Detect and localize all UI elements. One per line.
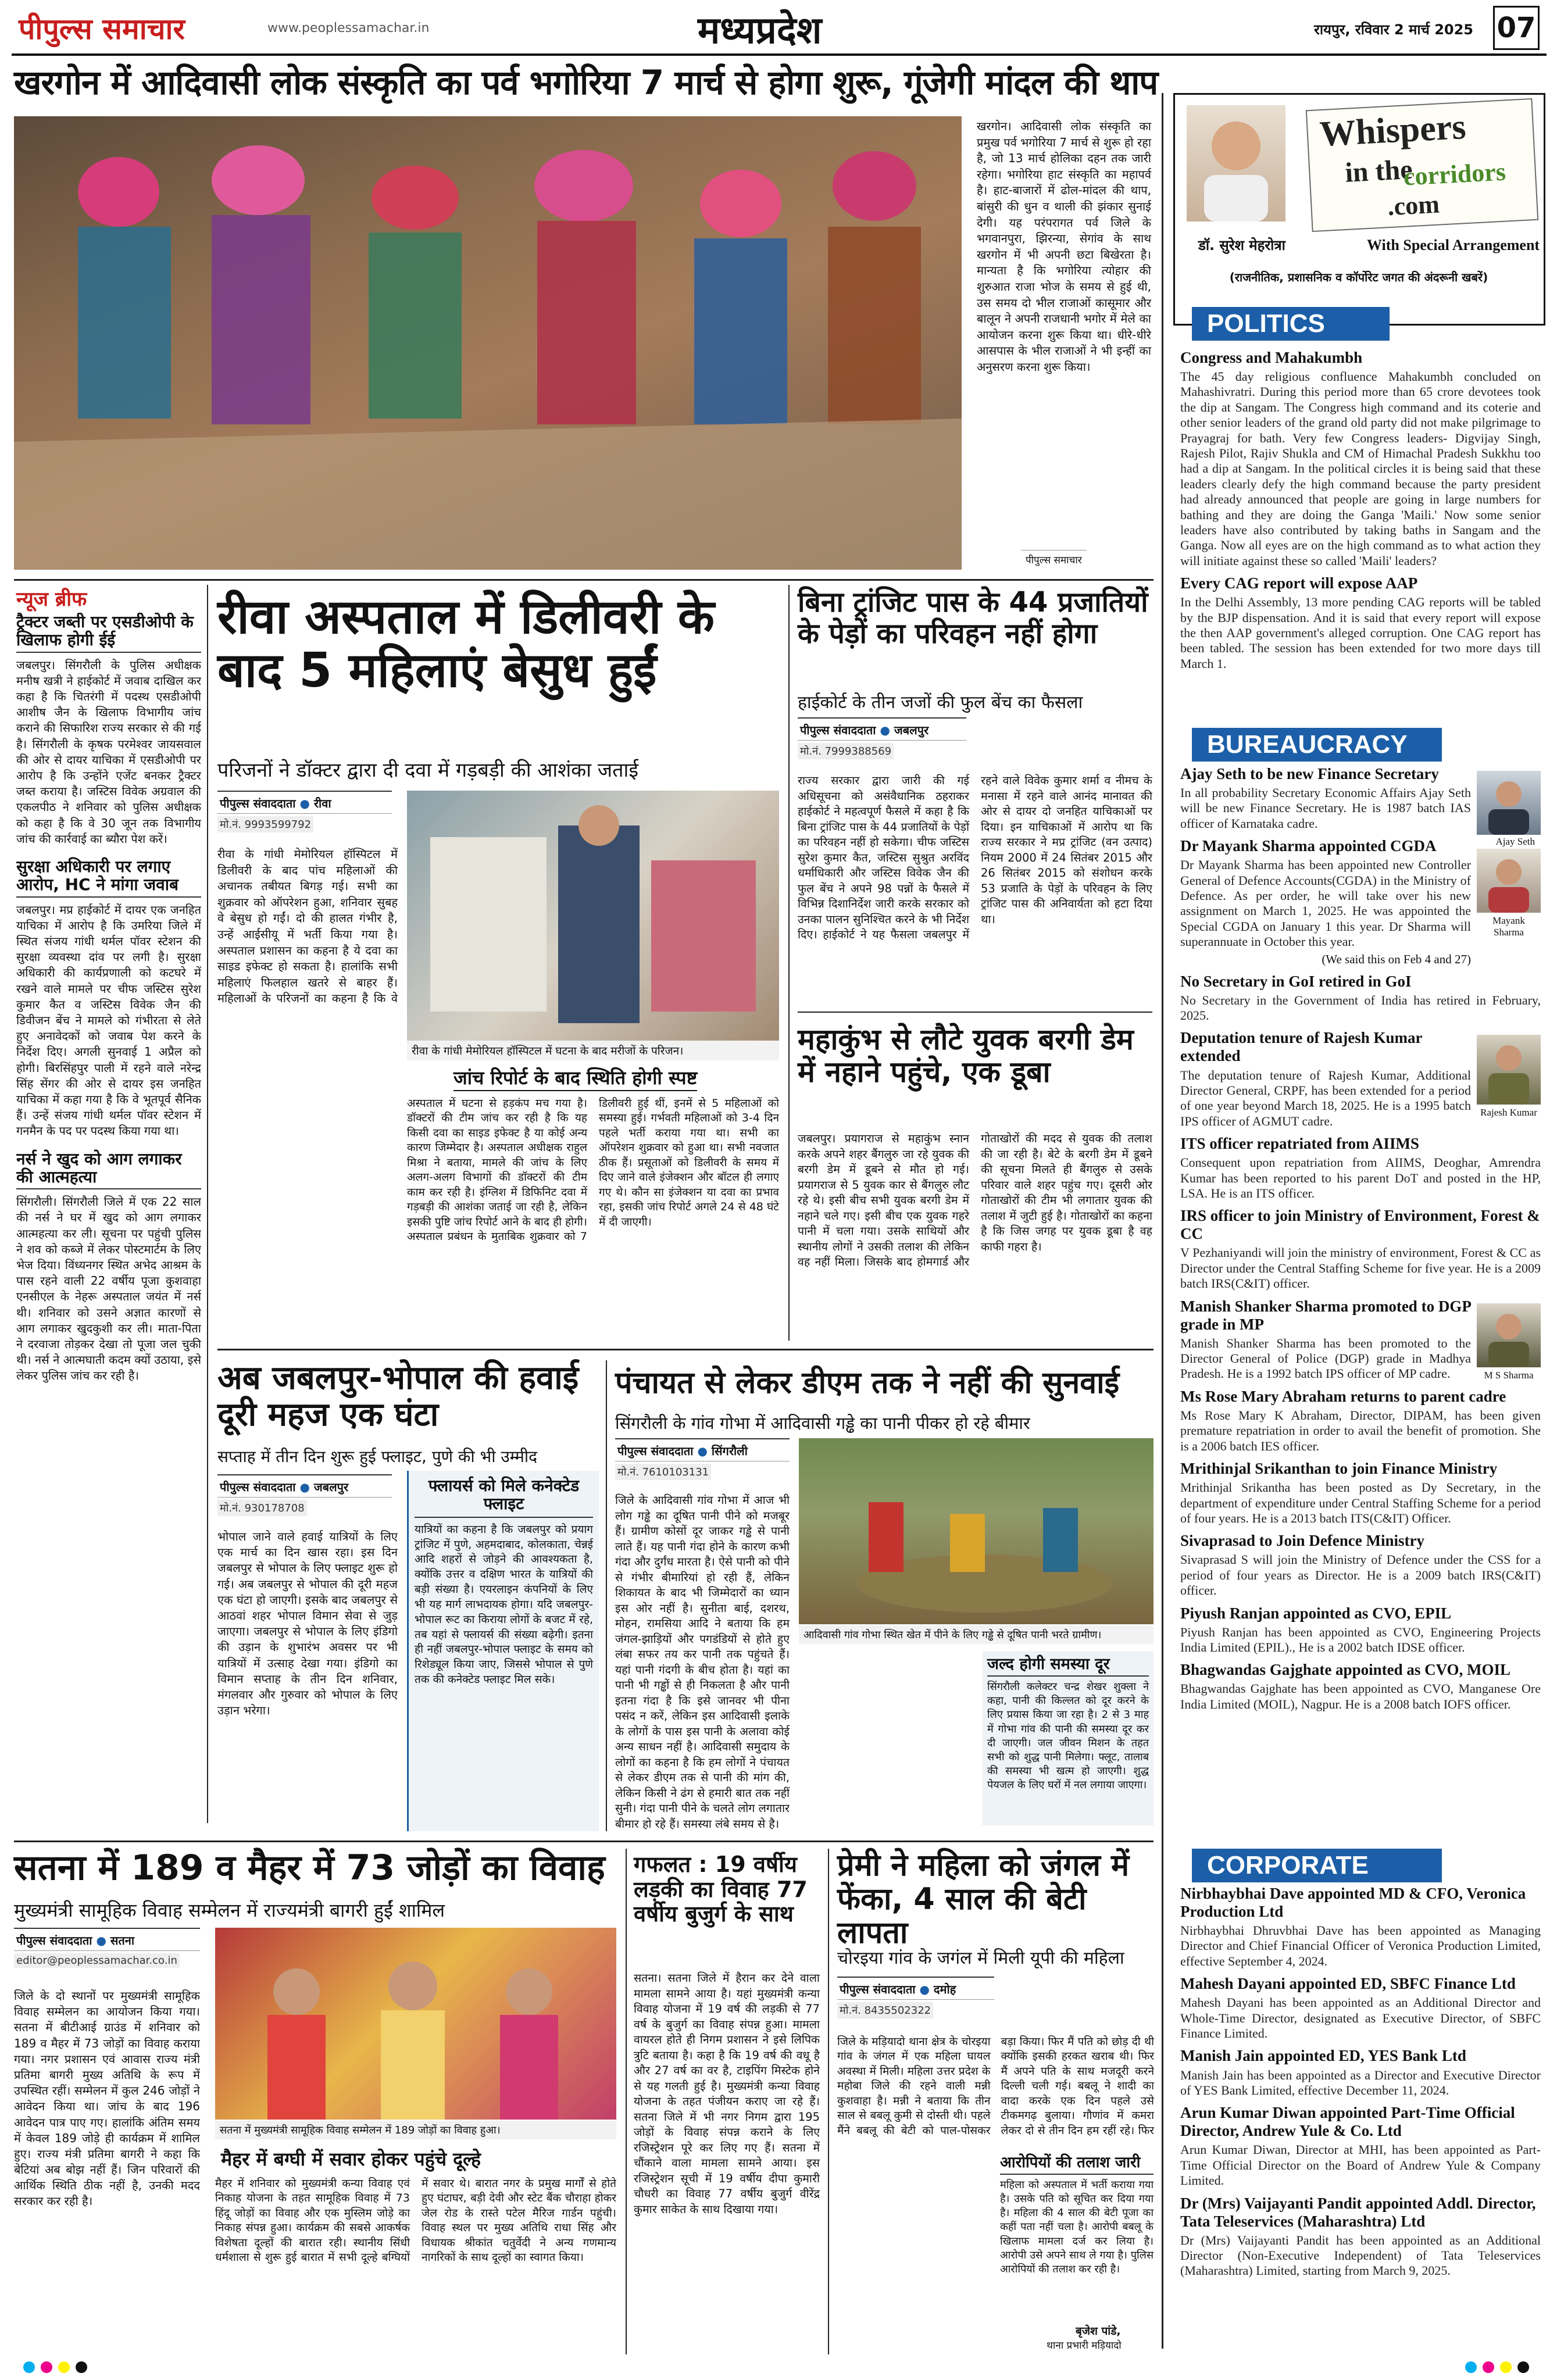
satna-byline xyxy=(14,1928,200,1951)
bureaucracy-item-headline: Mrithinjal Srikanthan to join Finance Ministry xyxy=(1180,1460,1498,1478)
whispers-arrangement: With Special Arrangement xyxy=(1367,237,1540,253)
rewa-body: रीवा के गांधी मेमोरियल हॉस्पिटल में डिलीवरी के बाद पांच महिलाओं की अचानक तबीयत बिगड़ गई। सभी का शुक्रवार को ऑपरेशन हुआ, शनिवार सुबह वे बेसुध हो गईं। दो की हालत गंभीर है, उन्हें आईसीयू में भर्ती किया गया है। अस्पताल प्रशासन का कहना है ये दवा का साइड इफेक्ट हो सकता है। हालांकि सभी महिलाएं फिलहाल खतरे से बाहर हैं। महिलाओं के परिजनों का कहना है कि वे xyxy=(217,847,398,1006)
bureaucracy-item xyxy=(1180,1388,1541,1454)
corporate-item xyxy=(1180,2195,1541,2279)
lead-headline: खरगोन में आदिवासी लोक संस्कृति का पर्व भगोरिया 7 मार्च से होगा शुरू, गूंजेगी मांदल की थाप xyxy=(14,63,1158,102)
bureaucracy-item-body: Piyush Ranjan has been appointed as CVO, Engineering Projects India Limited (EPIL)., He is a 2002 batch IDSE officer. xyxy=(1180,1624,1541,1654)
ms-sharma-caption: M S Sharma xyxy=(1484,1369,1534,1381)
singrauli-subhead: सिंगरौली के गांव गोभा में आदिवासी गड्ढे का पानी पीकर हो रहे बीमार xyxy=(615,1413,1030,1433)
satna-subhead: मुख्यमंत्री सामूहिक विवाह सम्मेलन में राज्यमंत्री बागरी हुईं शामिल xyxy=(14,1899,445,1921)
politics-item-body: In the Delhi Assembly, 13 more pending CAG reports will be tabled by the BJP dispensation. And it is said that every report will expose the then AAP government's alleged corruption. One CAG report has been tabled. The session has been extended for two more days till March 1. xyxy=(1180,595,1541,671)
byline-text: पीपुल्स संवाददाता xyxy=(220,796,296,810)
satna-sub2: मैहर में बग्घी में सवार होकर पहुंचे दूल्हे xyxy=(221,2148,481,2170)
rewa-body2: अस्पताल में घटना से हड़कंप मच गया है। डॉक्टरों की टीम जांच कर रही है कि यह किसी दवा का साइड इफेक्ट है या कोई अन्य कारण जिम्मेदार है। अस्पताल अधीक्षक राहुल मिश्रा ने बताया, मामले की जांच के लिए अलग-अलग विभागों की डॉक्टरों की टीम काम कर रही है। इंग्लिश में डिफिनिट दवा में गड़बड़ी की आशंका जताई जा रही है, लेकिन इसकी पुष्टि जांच रिपोर्ट आने के बाद ही होगी। अस्पताल प्रबंधन के मुताबिक शुक्रवार को 7 डिलीवरी हुई थीं, इनमें से 5 महिलाओं को समस्या हुई। गर्भवती महिलाओं को 3-4 दिन पहले भर्ती कराया गया था। सभी का ऑपरेशन शुक्रवार को हुआ था। सभी नवजात ठीक हैं। प्रसूताओं को डिलीवरी के समय में दिए जाने वाले इंजेक्शन और बॉटल ही लगाए गए थे। कौन सा इंजेक्शन या दवा का प्रभाव रहा, इसकी जांच रिपोर्ट अगले 24 से 48 घंटे में दी जाएगी। xyxy=(407,1097,779,1243)
rajesh-kumar-photo xyxy=(1477,1035,1541,1105)
singrauli-body2-spacer xyxy=(799,1651,973,1831)
brief-headline: नर्स ने खुद को आग लगाकर की आत्महत्या xyxy=(16,1150,201,1190)
bargi-headline: महाकुंभ से लौटे युवक बरगी डेम में नहाने पहुंचे, एक डूबा xyxy=(798,1023,1134,1089)
person-icon xyxy=(1477,771,1541,835)
whispers-tagline: (राजनीतिक, प्रशासनिक व कॉर्पोरेट जगत की अंदरूनी खबरें) xyxy=(1229,270,1488,284)
rewa-photo-caption: रीवा के गांधी मेमोरियल हॉस्पिटल में घटना के बाद मरीजों के परिजन। xyxy=(407,1041,779,1060)
ajay-seth-caption: Ajay Seth xyxy=(1495,836,1535,847)
singrauli-photo-caption: आदिवासी गांव गोभा स्थित खेत में पीने के लिए गड्ढे से दूषित पानी भरते ग्रामीण। xyxy=(799,1625,1154,1644)
corporate-header: CORPORATE xyxy=(1192,1849,1442,1882)
brief-body: जबलपुर। सिंगरौली के पुलिस अधीक्षक मनीष खत्री ने हाईकोर्ट में जवाब दाखिल कर कहा है कि चितरंगी में पदस्थ एसडीओपी आशीष जैन के खिलाफ विभागीय जांच कराने की सिफारिश राज्य सरकार से की गई है। सिंगरौली के कृषक परमेश्वर जायसवाल की ओर से दायर याचिका में एसडीओपी पर आरोप है कि उन्होंने एजेंट बनकर ट्रैक्टर जब्त कराया है। जस्टिस विवेक अग्रवाल की एकलपीठ ने शनिवार को पुलिस अधीक्षक को कहा है कि वे 30 जून तक विभागीय जांच की कार्रवाई का ब्यौरा पेश करें। xyxy=(16,657,201,846)
logo-word-whispers: Whispers xyxy=(1319,107,1467,155)
bureaucracy-header: BUREAUCRACY xyxy=(1192,728,1442,762)
person-icon xyxy=(1477,849,1541,913)
corporate-item xyxy=(1180,2104,1541,2188)
bureaucracy-item xyxy=(1180,1532,1541,1598)
byline-place: जबलपुर xyxy=(894,723,929,737)
ms-sharma-photo xyxy=(1477,1303,1541,1367)
lover-sign: बृजेश पांडे, xyxy=(1076,2325,1121,2338)
transit-subhead: हाईकोर्ट के तीन जजों की फुल बेंच का फैसला xyxy=(798,692,1083,713)
transit-byline-box xyxy=(798,717,966,759)
whispers-author: डॉ. सुरेश मेहरोत्रा xyxy=(1198,237,1285,253)
brief-column-divider xyxy=(207,585,208,1823)
singrauli-mobile: मो.नं. 7610103131 xyxy=(615,1464,711,1480)
flight-box xyxy=(407,1471,599,1831)
corporate-item xyxy=(1180,1885,1541,1969)
bureaucracy-note: (We said this on Feb 4 and 27) xyxy=(1322,952,1471,966)
byline-place: रीवा xyxy=(313,796,331,810)
bureaucracy-item-headline: Bhagwandas Gajghate appointed as CVO, MOIL xyxy=(1180,1661,1511,1679)
girl-headline: गफलत : 19 वर्षीय लड़की का विवाह 77 वर्षीय बुजुर्ग के साथ xyxy=(634,1852,808,1927)
cmyk-yellow-mark xyxy=(1500,2361,1512,2373)
bureaucracy-item-headline: Dr Mayank Sharma appointed CGDA xyxy=(1180,837,1437,855)
whispers-box xyxy=(1173,93,1545,326)
corporate-item xyxy=(1180,2047,1541,2098)
lover-box xyxy=(1000,2154,1154,2317)
byline-text: पीपुल्स संवाददाता xyxy=(617,1444,694,1458)
girl-body: सतना। सतना जिले में हैरान कर देने वाला मामला सामने आया है। यहां मुख्यमंत्री कन्या विवाह योजना में 19 वर्ष की लड़की से 77 वर्ष के बुजुर्ग का विवाह संपन्न हुआ। मामला वायरल होते ही निगम प्रशासन ने इसे लिपिक त्रुटि बताया है। कहा है कि 19 वर्ष की वधू है और 27 वर्ष का वर है, टाइपिंग मिस्टेक होने से यह गलती हुई है। मुख्यमंत्री कन्या विवाह योजना के तहत पंजीयन कराए जा रहे हैं। सतना जिले में भी नगर निगम द्वारा 195 जोड़ों के विवाह संपन्न कराने के लिए रजिस्ट्रेशन पूरे कर लिए गए हैं। सतना में चौंकाने वाला मामला सामने आया। इस रजिस्ट्रेशन सूची में 19 वर्षीय दीपा कुमारी चौधरी का विवाह 77 वर्षीय बुजुर्ग वीरेंद्र कुमार साकेत के साथ दिखाया गया। xyxy=(634,1971,820,2216)
corporate-item-body: Dr (Mrs) Vaijayanti Pandit has been appointed as an Additional Director (Non-Executive Independent) of Tata Teleservices (Maharashtra) Limited, starting from March 9, 2025. xyxy=(1180,2232,1541,2278)
rewa-byline-box xyxy=(217,791,392,832)
byline-dot-icon: ● xyxy=(299,796,310,810)
news-brief-column xyxy=(16,613,201,1828)
flight-subhead: सप्ताह में तीन दिन शुरू हुई फ्लाइट, पुणे की भी उम्मीद xyxy=(217,1447,537,1466)
flight-box-body: यात्रियों का कहना है कि जबलपुर को प्रयाग ट्रांजिट में पुणे, अहमदाबाद, कोलकाता, चेन्नई आदि शहरों से जोड़ने की आवश्यकता है, क्योंकि उत्तर व दक्षिण भारत के यात्रियों की बड़ी संख्या है। एयरलाइन कंपनियों के लिए भी यह मार्ग लाभदायक होगा। यदि जबलपुर-भोपाल रूट का किराया लोगों के बजट में रहे, तब यहां से फ्लायर्स की संख्या बढ़ेगी। इतना ही नहीं जबलपुर-भोपाल फ्लाइट के समय को रिशेड्यूल किया जाए, जिससे भोपाल से पुणे तक की कनेक्टेड फ्लाइट मिल सके। xyxy=(415,1523,593,1686)
logo-word-com: .com xyxy=(1387,190,1441,221)
bureaucracy-item-headline: Manish Shanker Sharma promoted to DGP grade in MP xyxy=(1180,1297,1471,1333)
singrauli-box-title: जल्द होगी समस्या दूर xyxy=(987,1656,1149,1677)
satna-email: editor@peoplessamachar.co.in xyxy=(14,1953,180,1968)
brief-headline: सुरक्षा अधिकारी पर लगाए आरोप, HC ने मांगा जवाब xyxy=(16,857,201,898)
singrauli-headline: पंचायत से लेकर डीएम तक ने नहीं की सुनवाई xyxy=(615,1366,1120,1400)
dateline: रायपुर, रविवार 2 मार्च 2025 xyxy=(1314,22,1473,38)
wedding-scene-illustration xyxy=(215,1928,616,2120)
lover-box-body: महिला को अस्पताल में भर्ती कराया गया है। उसके पति को सूचित कर दिया गया है। महिला की 4 साल की बेटी पूजा का कहीं पता नहीं चला है। आरोपी बबलू के खिलाफ मामला दर्ज कर लिया है। आरोपी उसे अपने साथ ले गया है। पुलिस आरोपियों की तलाश कर रही है। xyxy=(1000,2179,1154,2275)
lover-body: जिले के मड़ियादो थाना क्षेत्र के चोरइया गांव के जंगल में एक महिला घायल अवस्था में मिली। महिला उत्तर प्रदेश के महोबा जिले की रहने वाली मन्नी कुशवाहा है। मन्नी ने बताया कि तीन साल से बबलू कुमी से दोस्ती थी। पहले मैंने बबलू की बेटी को पाल-पोसकर बड़ा किया। फिर मैं पति को छोड़ दी थी क्योंकि इसकी हरकत खराब थी। फिर मैं अपने पति के साथ मजदूरी करने दिल्ली चली गई। बबलू ने शादी का वादा करके एक दिन पहले उसे टीकमगढ़ बुलाया। गौणांव में कमरा लेकर दो से तीन दिन हम रहीं रहे। फिर xyxy=(837,2035,1154,2137)
bureaucracy-item-headline: ITS officer repatriated from AIIMS xyxy=(1180,1135,1419,1153)
byline-place: जबलपुर xyxy=(313,1480,349,1494)
brief-body: सिंगरौली। सिंगरौली जिले में एक 22 साल की नर्स ने घर में खुद को आग लगाकर आत्महत्या कर ली। सूचना पर पहुंची पुलिस ने शव को कब्जे में लेकर पोस्टमार्टम के लिए भेज दिया। विंध्यनगर स्थित अभेद आश्रम के पास रहने वाली 22 वर्षीय पूजा कुशवाहा एनसीएल के नेहरू अस्पताल जयंत में नर्स थी। शनिवार को उसने अज्ञात कारणों से आग लगाकर खुदकुशी कर ली। माता-पिता ने दरवाजा तोड़कर देखा तो पूजा जल चुकी थी। नर्स ने आत्मघाती कदम क्यों उठाया, इसे लेकर पुलिस जांच कर रही है। xyxy=(16,1195,201,1383)
corporate-item-headline: Manish Jain appointed ED, YES Bank Ltd xyxy=(1180,2047,1466,2065)
brief-item xyxy=(16,1150,201,1384)
corporate-item-body: Mahesh Dayani has been appointed as an Additional Director and Whole-Time Director, designated as Executive Director, of SBFC Finance Limited. xyxy=(1180,1995,1541,2041)
ajay-seth-photo xyxy=(1477,771,1541,835)
bureaucracy-item-body: Bhagwandas Gajghate has been appointed as CVO, Manganese Ore India Limited (MOIL), Nagpur. He is a 2008 batch IOFS officer. xyxy=(1180,1681,1541,1711)
corporate-item-headline: Mahesh Dayani appointed ED, SBFC Finance Ltd xyxy=(1180,1975,1516,1993)
byline-text: पीपुल्स संवाददाता xyxy=(800,723,876,737)
author-portrait-icon xyxy=(1187,105,1285,221)
cmyk-yellow-mark xyxy=(58,2361,70,2373)
bureaucracy-item xyxy=(1180,1604,1541,1656)
page-number: 07 xyxy=(1493,6,1540,50)
flight-byline-box xyxy=(217,1474,392,1516)
singrauli-box xyxy=(983,1651,1154,1825)
bureaucracy-item-body: V Pezhaniyandi will join the ministry of environment, Forest & CC as Director under the Central Staffing Scheme for five year. He is a 2009 batch IRS(C&IT) officer. xyxy=(1180,1245,1541,1291)
flight-mobile: मो.नं. 930178708 xyxy=(217,1500,307,1516)
satna-photo-caption: सतना में मुख्यमंत्री सामूहिक विवाह सम्मेलन में 189 जोड़ों का विवाह हुआ। xyxy=(215,2121,616,2139)
bureaucracy-item-body: Ms Rose Mary K Abraham, Director, DIPAM, has been given premature repatriation in order to avail the benefit of promotion. She is a 2006 batch IES officer. xyxy=(1180,1407,1541,1453)
bureaucracy-item-body: Manish Shanker Sharma has been promoted to the Director General of Police (DGP) grade in Madhya Pradesh. He is a 1992 batch IPS officer of MP cadre. xyxy=(1180,1335,1471,1381)
lead-photo-credit: पीपुल्स समाचार xyxy=(1021,550,1087,569)
mayank-sharma-photo xyxy=(1477,849,1541,913)
cmyk-cyan-mark xyxy=(1465,2361,1477,2373)
corporate-item-body: Manish Jain has been appointed as a Director and Executive Director of YES Bank Limited, effective December 11, 2024. xyxy=(1180,2067,1541,2097)
transit-mobile: मो.नं. 7999388569 xyxy=(798,743,894,759)
corporate-item-headline: Nirbhaybhai Dave appointed MD & CFO, Veronica Production Ltd xyxy=(1180,1885,1526,1921)
section-title: मध्यप्रदेश xyxy=(698,9,822,52)
lover-box-title: आरोपियों की तलाश जारी xyxy=(1000,2154,1154,2175)
politics-item-body: The 45 day religious confluence Mahakumbh concluded on Mahashivratri. During this period more than 65 crore devotees took the dip at Sangam. The Congress high command and its coterie and other senior leaders of the grand old party did not make pilgrimage to Prayagraj for bath. Very few Congress leaders- Digvijay Singh, Rajesh Pilot, Rajiv Shukla and CM of Himachal Pradesh Sukkhu too had a dip at Sangam. In the political circles it is being said that these leaders clearly defy the high command because the party president had already announced that people are going in large numbers for bathing and they are doing the Ganga 'Maili.' Now some senior leaders have also contributed by taking baths in Sangam and the Ganga. Now all eyes are on the high command as to what action they will initiate against these so called 'Maili' leaders? xyxy=(1180,369,1541,568)
bureaucracy-item xyxy=(1180,1029,1541,1129)
byline-dot-icon: ● xyxy=(96,1934,106,1947)
person-icon xyxy=(1477,1303,1541,1367)
logo-word-in-the: in the xyxy=(1344,153,1413,188)
bargi-top-rule xyxy=(798,1012,1152,1013)
singrauli-box-body: सिंगरौली कलेक्टर चन्द्र शेखर शुक्ला ने कहा, पानी की किल्लत को दूर करने के लिए प्रयास किया जा रहा है। 2 से 3 माह में गोभा गांव की पानी की समस्या दूर कर दी जाएगी। जल जीवन मिशन के तहत सभी को शुद्ध पानी मिलेगा। फ्लूट, तालाब की समस्या भी खत्म हो जाएगी। शुद्ध पेयजल के लिए घरों में नल लगाया जाएगा। xyxy=(987,1681,1149,1791)
rajesh-kumar-caption: Rajesh Kumar xyxy=(1480,1107,1537,1118)
byline-place: सिंगरौली xyxy=(711,1444,748,1458)
bureaucracy-item-headline: Ms Rose Mary Abraham returns to parent cadre xyxy=(1180,1387,1506,1405)
brief-body: जबलपुर। मप्र हाईकोर्ट में दायर एक जनहित याचिका में आरोप है कि उमरिया जिले में स्थित संजय गांधी थर्मल पॉवर स्टेशन की सुरक्षा व्यवस्था दांव पर लगी है। सुरक्षा अधिकारी की कार्यप्रणाली को कटघरे में रखने वाले मामले पर चीफ जस्टिस सुरेश कुमार कैत व जस्टिस विवेक जैन की डिवीजन बेंच ने मामले को गंभीरता से लेते हुए अनावेदकों को जवाब पेश करने के निर्देश दिए। अगली सुनवाई 1 अप्रैल को होगी। बिरसिंहपुर पाली में रहने वाले नरेन्द्र सिंह सेंगर की ओर से दायर इस जनहित याचिका में कहा गया है कि वे भूतपूर्व सैनिक हैं। उन्हें संजय गांधी थर्मल पॉवर स्टेशन में गनमैन के पद पर पदस्थ किया गया था। xyxy=(16,902,201,1138)
dancers-illustration xyxy=(14,116,962,570)
satna-body2: मैहर में शनिवार को मुख्यमंत्री कन्या विवाह एवं निकाह योजना के तहत सामूहिक विवाह में 73 हिंदू जोड़ों का विवाह और एक मुस्लिम जोड़े का निकाह संपन्न हुआ। कार्यक्रम की सबसे आकर्षक विशेषता दूल्हों की बारात रही। स्थानीय सिंधी धर्मशाला से शुरू हुई बारात में सभी दूल्हे बग्घियों में सवार थे। बारात नगर के प्रमुख मार्गों से होते हुए घंटाघर, बड़ी देवी और स्टेट बैंक चौराहा होकर जेल रोड के रास्ते पटेल मैरिज गार्डन पहुंची। विवाह स्थल पर मुख्य अतिथि राधा सिंह और विधायक श्रीकांत चतुर्वेदी ने अन्य गणमान्य नागरिकों के साथ दूल्हों का स्वागत किया। xyxy=(215,2177,616,2264)
politics-item-headline: Every CAG report will expose AAP xyxy=(1180,574,1418,592)
satna-byline-box xyxy=(14,1928,200,1968)
third-band-rule xyxy=(14,1841,1154,1842)
corporate-item-body: Arun Kumar Diwan, Director at MHI, has been appointed as Part-Time Official Director on the Board of Andrew Yule & Company Limited. xyxy=(1180,2142,1541,2188)
politics-header: POLITICS xyxy=(1192,307,1390,341)
corporate-item-body: Nirbhaybhai Dhruvbhai Dave has been appointed as Managing Director and Chief Financial Officer of Veronica Production Limited, effective September 4, 2024. xyxy=(1180,1923,1541,1968)
byline-dot-icon: ● xyxy=(880,723,890,737)
brief-item xyxy=(16,857,201,1139)
person-icon xyxy=(1477,1035,1541,1105)
right-column-divider xyxy=(1162,93,1163,2349)
bureaucracy-item xyxy=(1180,1661,1541,1712)
rewa-photo xyxy=(407,791,779,1041)
politics-item-headline: Congress and Mahakumbh xyxy=(1180,349,1363,366)
flight-byline xyxy=(217,1474,392,1498)
byline-place: दमोह xyxy=(933,1982,956,1996)
corporate-list xyxy=(1180,1879,1541,2279)
satna-headline: सतना में 189 व मैहर में 73 जोड़ों का विवाह xyxy=(14,1847,605,1888)
flight-headline: अब जबलपुर-भोपाल की हवाई दूरी महज एक घंटा xyxy=(217,1359,579,1434)
bureaucracy-item-body: Dr Mayank Sharma has been appointed new Controller General of Defence Accounts(CGDA) in the Ministry of Defence. As per order, he will take over his new assignment on March 1, 2025. He was appointed the Special CGDA on January 1 this year. Dr Sharma will superannuate in October this year. xyxy=(1180,857,1471,949)
politics-list xyxy=(1180,343,1541,671)
mayank-sharma-caption: Mayank Sharma xyxy=(1492,915,1525,938)
bureaucracy-list xyxy=(1180,759,1541,1712)
brief-item xyxy=(16,613,201,847)
brand-logo: पीपुल्स समाचार xyxy=(19,12,185,46)
byline-text: पीपुल्स संवाददाता xyxy=(16,1934,92,1947)
hospital-scene-illustration xyxy=(407,791,779,1041)
flight-body: भोपाल जाने वाले हवाई यात्रियों के लिए एक मार्च का दिन खास रहा। इस दिन जबलपुर से भोपाल के लिए फ्लाइट शुरू हो गई। अब जबलपुर से भोपाल की दूरी महज एक घंटा हो जाएगी। इसके बाद जबलपुर से आठवां शहर भोपाल विमान सेवा से जुड़ जाएगा। जबलपुर से भोपाल के लिए इंडिगो की उड़ान के शुभारंभ अवसर पर भी यात्रियों में उत्साह देखा गया। इंडिगो का विमान सप्ताह के तीन दिन शनिवार, मंगलवार और गुरुवार को भोपाल के लिए उड़ान भरेगा। xyxy=(217,1530,398,1718)
middle-divider xyxy=(788,585,790,1341)
byline-text: पीपुल्स संवाददाता xyxy=(220,1480,296,1494)
singrauli-byline xyxy=(615,1438,790,1461)
byline-place: सतना xyxy=(110,1934,135,1947)
corporate-item-headline: Dr (Mrs) Vaijayanti Pandit appointed Addl. Director, Tata Teleservices (Maharashtra) Ltd xyxy=(1180,2194,1536,2230)
lover-body-cont xyxy=(837,2154,992,2352)
singrauli-body: जिले के आदिवासी गांव गोभा में आज भी लोग गड्ढे का दूषित पानी पीने को मजबूर हैं। ग्रामीण कोसों दूर जाकर गड्ढे से पानी लाते हैं। यह पानी गंदा होने के कारण कभी गंदा और दुर्गंध मारता है। ऐसे पानी को पीने से गंभीर बीमारियां हो रही हैं, लेकिन शिकायत के बाद भी जिम्मेदारों का ध्यान इस ओर नहीं है। सुनीता बाई, दशरथ, मोहन, रामसिया आदि ने बताया कि हम जंगल-झाड़ियों और पगडंडियों से होते हुए लंबा सफर तय कर पानी तक पहुंचते हैं। यहां पानी गंदगी के बीच होता है। यहां का पानी भी गड्ढों से ही निकलता है और पानी इतना गंदा है कि इसे जानवर भी पीना पसंद न करें, लेकिन इस आदिवासी इलाके के लोगों के पास इस पानी के अलावा कोई अन्य साधन नहीं है। आदिवासी समुदाय के लोगों का कहना है कि हम लोगों ने पंचायत से लेकर डीएम तक से पानी की मांग की, लेकिन किसी ने ढंग से हमारी बात तक नहीं सुनी। गंदा पानी पीने के चलते लोग लगातार बीमार हो रहे हैं। समस्या लंबे समय से है। xyxy=(615,1493,790,1831)
bureaucracy-item-headline: Piyush Ranjan appointed as CVO, EPIL xyxy=(1180,1604,1452,1622)
bureaucracy-item xyxy=(1180,1298,1541,1382)
lover-byline-box xyxy=(837,1977,994,2018)
flight-box-title: फ्लायर्स को मिले कनेक्टेड फ्लाइट xyxy=(415,1477,593,1518)
flight-divider xyxy=(606,1360,607,1831)
politics-item xyxy=(1180,574,1541,671)
cmyk-magenta-mark xyxy=(41,2361,52,2373)
byline-dot-icon: ● xyxy=(919,1982,930,1996)
singrauli-photo xyxy=(799,1438,1154,1624)
lover-mobile: मो.नं. 8435502322 xyxy=(837,2002,933,2018)
bureaucracy-item-body: Mrithinjal Srikantha has been posted as Dy Secretary, in the department of expenditure under Central Staffing Scheme for a period of four years. He is a 2013 batch ITS(C&IT) Officer. xyxy=(1180,1480,1541,1525)
masthead xyxy=(12,0,1547,56)
satna-divider xyxy=(626,1849,627,2354)
bureaucracy-item-body: No Secretary in the Government of India has retired in February, 2025. xyxy=(1180,992,1541,1023)
singrauli-byline-box xyxy=(615,1438,790,1480)
rewa-subhead: परिजनों ने डॉक्टर द्वारा दी दवा में गड़बड़ी की आशंका जताई xyxy=(217,759,639,782)
rewa-sub2: जांच रिपोर्ट के बाद स्थिति होगी स्पष्ट xyxy=(453,1065,697,1091)
cmyk-magenta-mark xyxy=(1483,2361,1494,2373)
byline-dot-icon: ● xyxy=(697,1444,708,1458)
byline-text: पीपुल्स संवाददाता xyxy=(840,1982,916,1996)
lover-subhead: चोरइया गांव के जगंल में मिली यूपी की महिला xyxy=(837,1948,1124,1968)
lover-sign-2: थाना प्रभारी मड़ियादो xyxy=(1047,2340,1122,2352)
brief-headline: ट्रैक्टर जब्ती पर एसडीओपी के खिलाफ होगी ईई xyxy=(16,613,201,653)
logo-word-corridors: corridors xyxy=(1402,157,1506,191)
bureaucracy-item-headline: Sivaprasad to Join Defence Ministry xyxy=(1180,1532,1424,1550)
second-band-rule xyxy=(217,1349,1154,1350)
bureaucracy-item-headline: IRS officer to join Ministry of Environment, Forest & CC xyxy=(1180,1207,1540,1243)
bureaucracy-item xyxy=(1180,973,1541,1024)
rewa-byline xyxy=(217,791,392,814)
satna-photo xyxy=(215,1928,616,2120)
bureaucracy-item xyxy=(1180,837,1541,966)
rewa-mobile: मो.नं. 9993599792 xyxy=(217,816,313,832)
girl-divider xyxy=(828,1849,829,2354)
bureaucracy-item-body: Consequent upon repatriation from AIIMS, Deoghar, Amrendra Kumar has been reported to his parent DoT and posted in the HP, LSA. He is an ITS officer. xyxy=(1180,1155,1541,1200)
bureaucracy-item-headline: Ajay Seth to be new Finance Secretary xyxy=(1180,765,1439,782)
byline-dot-icon: ● xyxy=(299,1480,310,1494)
rewa-headline: रीवा अस्पताल में डिलीवरी के बाद 5 महिलाएं बेसुध हुईं xyxy=(217,589,715,698)
bureaucracy-item-headline: Deputation tenure of Rajesh Kumar extended xyxy=(1180,1029,1422,1065)
transit-headline: बिना ट्रांजिट पास के 44 प्रजातियों के पेड़ों का परिवहन नहीं होगा xyxy=(798,586,1148,650)
corporate-item-headline: Arun Kumar Diwan appointed Part-Time Official Director, Andrew Yule & Co. Ltd xyxy=(1180,2104,1515,2140)
bureaucracy-item-body: Sivaprasad S will join the Ministry of Defence under the CSS for a period of four years as Director. He is a 2009 batch IRS(C&IT) officer. xyxy=(1180,1552,1541,1598)
lead-bottom-rule xyxy=(14,579,1154,581)
lead-body: खरगोन। आदिवासी लोक संस्कृति का प्रमुख पर्व भगोरिया 7 मार्च से शुरू हो रहा है, जो 13 मार्च होलिका दहन तक जारी रहेगा। भगोरिया हाट संस्कृति का महापर्व है। हाट-बाजारों में ढोल-मांदल की थाप, बांसुरी की धुन व थाली की झंकार सुनाई देगी। यह परंपरागत पर्व जिले के भगवानपुरा, झिरन्या, सेगांव के साथ खरगोन में भी अपनी छटा बिखेरता है। मान्यता है कि भगोरिया त्योहार की शुरुआत राजा भोज के समय से हुई थी, उस समय दो भील राजाओं कासूमार और बालून ने अपनी राजधानी भगोर में मेले का आयोजन करना शुरू किया था। धीरे-धीरे आसपास के भील राजाओं ने भी इन्हीं का अनुसरण करना शुरू किया। xyxy=(977,119,1151,374)
bureaucracy-item xyxy=(1180,1135,1541,1201)
bureaucracy-item-body: The deputation tenure of Rajesh Kumar, Additional Director General, CRPF, has been extended for a period of one year beyond March 18, 2025. He is a 1995 batch IPS officer of AGMUT cadre. xyxy=(1180,1067,1471,1128)
news-brief-label: न्यूज ब्रीफ xyxy=(16,588,87,611)
lead-photo xyxy=(14,116,962,570)
author-photo xyxy=(1187,105,1285,221)
transit-body: राज्य सरकार द्वारा जारी की गई अधिसूचना को असंवैधानिक ठहराकर हाईकोर्ट ने महत्वपूर्ण फैसले में कहा है कि बिना ट्रांजिट पास के 44 प्रजातियों के पेड़ों का परिवहन नहीं हो सकेगा। चीफ जस्टिस सुरेश कुमार कैत, जस्टिस सुश्रुत अरविंद धर्माधिकारी और जस्टिस विवेक जैन की फुल बेंच ने अपने 98 पन्नों के फैसले में विभिन्न दिशानिर्देश जारी करके सरकार को उनका पालन सुनिश्चित करने के भी निर्देश दिए। हाईकोर्ट ने यह फैसला जबलपुर में रहने वाले विवेक कुमार शर्मा व नीमच के मनासा में रहने वाले आनंद मानावत की ओर से दायर दो जनहित याचिकाओं पर दिया। इन याचिकाओं में आरोप था कि राज्य सरकार ने मप्र ट्रांजिट (वन उत्पाद) नियम 2000 में 24 सितंबर 2015 और 26 सितंबर 2015 को संशोधन करके 53 प्रजाति के पेड़ों के परिवहन के लिए ट्रांजिट पास की अनिवार्यता को हटा दिया था। xyxy=(798,774,1152,942)
lover-byline xyxy=(837,1977,994,2000)
corporate-item xyxy=(1180,1975,1541,2041)
site-url: www.peoplessamachar.in xyxy=(267,21,430,35)
bureaucracy-item-body: In all probability Secretary Economic Affairs Ajay Seth will be new Finance Secretary. He is 1987 batch IAS officer of Karnataka cadre. xyxy=(1180,785,1471,831)
lover-headline: प्रेमी ने महिला को जंगल में फेंका, 4 साल की बेटी लापता xyxy=(837,1848,1130,1951)
satna-body: जिले के दो स्थानों पर मुख्यमंत्री सामूहिक विवाह सम्मेलन का आयोजन किया गया। सतना में बीटीआई ग्राउंड में शनिवार को 189 व मैहर में 73 जोड़ों का विवाह कराया गया। नगर प्रशासन एवं आवास राज्य मंत्री प्रतिमा बागरी मुख्य अतिथि के रूप में उपस्थित रहीं। सम्मेलन में कुल 246 जोड़ों ने आवेदन किया था। जांच के बाद 196 आवेदन पात्र पाए गए। हालांकि अंतिम समय में केवल 189 जोड़े ही कार्यक्रम में शामिल हुए। राज्य मंत्री प्रतिमा बागरी ने कहा कि बेटियां अब बोझ नहीं हैं। जिन परिवारों की आर्थिक स्थिति ठीक नहीं है, उनकी मदद सरकार कर रही है। xyxy=(14,1989,200,2209)
politics-item xyxy=(1180,349,1541,569)
cmyk-cyan-mark xyxy=(23,2361,35,2373)
whispers-logo xyxy=(1306,98,1538,232)
cmyk-black-mark xyxy=(76,2361,87,2373)
village-pond-illustration xyxy=(799,1438,1154,1624)
bureaucracy-item xyxy=(1180,1460,1541,1526)
bureaucracy-item-headline: No Secretary in GoI retired in GoI xyxy=(1180,972,1412,990)
bargi-body: जबलपुर। प्रयागराज से महाकुंभ स्नान करके अपने शहर बैंगलुरु जा रहे युवक की बरगी डेम में डूबने से मौत हो गई। प्रयागराज से 5 युवक कार से बैंगलुरु लौट रहे थे। इसी बीच सभी युवक बरगी डेम में नहाने चले गए। इसी बीच एक युवक गहरे पानी में चला गया। उसके साथियों और स्थानीय लोगों ने उसकी तलाश की लेकिन वह नहीं मिला। जिसके बाद होमगार्ड और गोताखोरों की मदद से युवक की तलाश की जा रही है। बेटे के बरगी डेम में डूबने की सूचना मिलते ही बैंगलुरु से उसके परिवार वाले शहर पहुंच गए। दूसरी ओर गोताखोरों की टीम भी लगातार युवक की तलाश में जुटी हुई है। गोताखोरों का कहना है कि जिस जगह पर युवक डूबा है वह काफी गहरा है। xyxy=(798,1132,1152,1269)
transit-byline xyxy=(798,717,966,741)
bureaucracy-item xyxy=(1180,1207,1541,1291)
cmyk-black-mark xyxy=(1517,2361,1529,2373)
